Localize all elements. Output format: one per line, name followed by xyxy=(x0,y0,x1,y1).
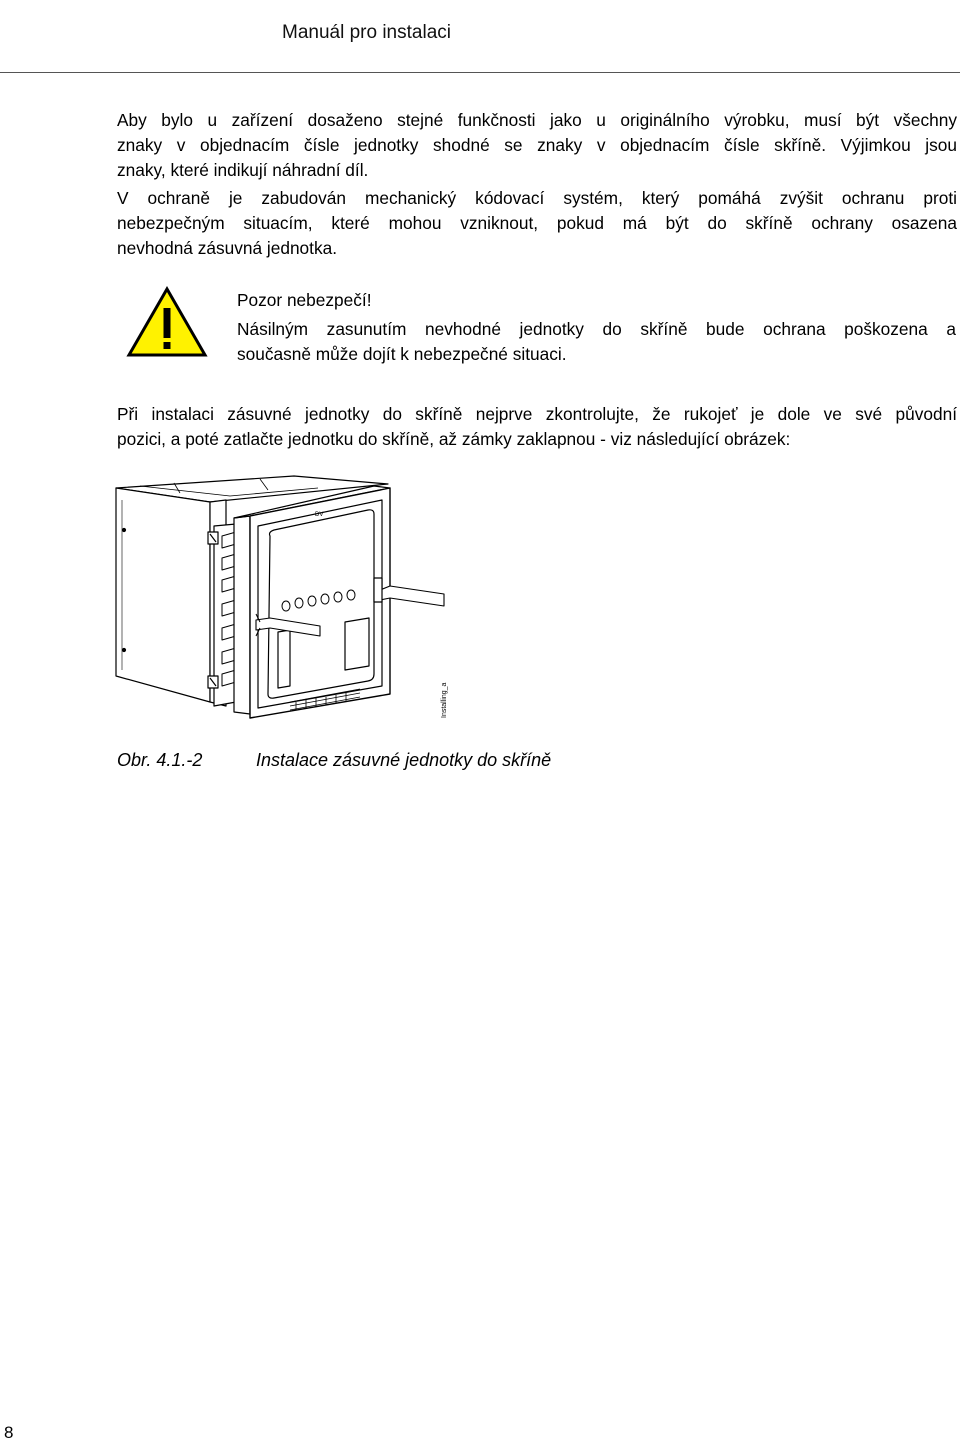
warning-body xyxy=(237,317,956,367)
paragraph-line: pozici, a poté zatlačte jednotku do skříně, až zámky zaklapnou - viz následující obrázek: xyxy=(117,429,791,449)
figure-side-label: Installing_a xyxy=(441,682,448,718)
paragraph-line: Při instalaci zásuvné jednotky do skříně nejprve zkontrolujte, že rukojeť je dole ve své původní xyxy=(117,404,957,424)
paragraph-line: nebezpečným situacím, které mohou vzniknout, pokud má být do skříně ochrany osazena xyxy=(117,213,957,233)
installation-figure xyxy=(110,470,460,730)
paragraph-line: Aby bylo u zařízení dosaženo stejné funkčnosti jako u originálního výrobku, musí být všechny xyxy=(117,110,957,130)
figure-caption-number: Obr. 4.1.-2 xyxy=(117,750,203,770)
paragraph-line: V ochraně je zabudován mechanický kódovací systém, který pomáhá zvýšit ochranu proti xyxy=(117,188,957,208)
paragraph-line: nevhodná zásuvná jednotka. xyxy=(117,238,338,258)
paragraph-ordering-code xyxy=(117,108,957,183)
warning-line: Násilným zasunutím nevhodné jednotky do skříně bude ochrana poškozena a xyxy=(237,319,956,339)
front-mark: DV xyxy=(315,512,324,518)
warning-title: Pozor nebezpečí! xyxy=(237,290,372,310)
figure-caption-text: Instalace zásuvné jednotky do skříně xyxy=(256,750,552,770)
page-number: 8 xyxy=(4,1423,14,1442)
paragraph-installation xyxy=(117,402,957,452)
paragraph-line: znaky, které indikují náhradní díl. xyxy=(117,160,369,180)
page-header-title: Manuál pro instalaci xyxy=(282,22,451,43)
paragraph-line: znaky v objednacím čísle jednotky shodné se znaky v objednacím čísle skříně. Výjimkou jsou xyxy=(117,135,957,155)
paragraph-coding-system xyxy=(117,186,957,261)
warning-triangle-icon xyxy=(126,286,208,358)
warning-line: současně může dojít k nebezpečné situaci. xyxy=(237,344,567,364)
header-divider xyxy=(0,72,960,73)
